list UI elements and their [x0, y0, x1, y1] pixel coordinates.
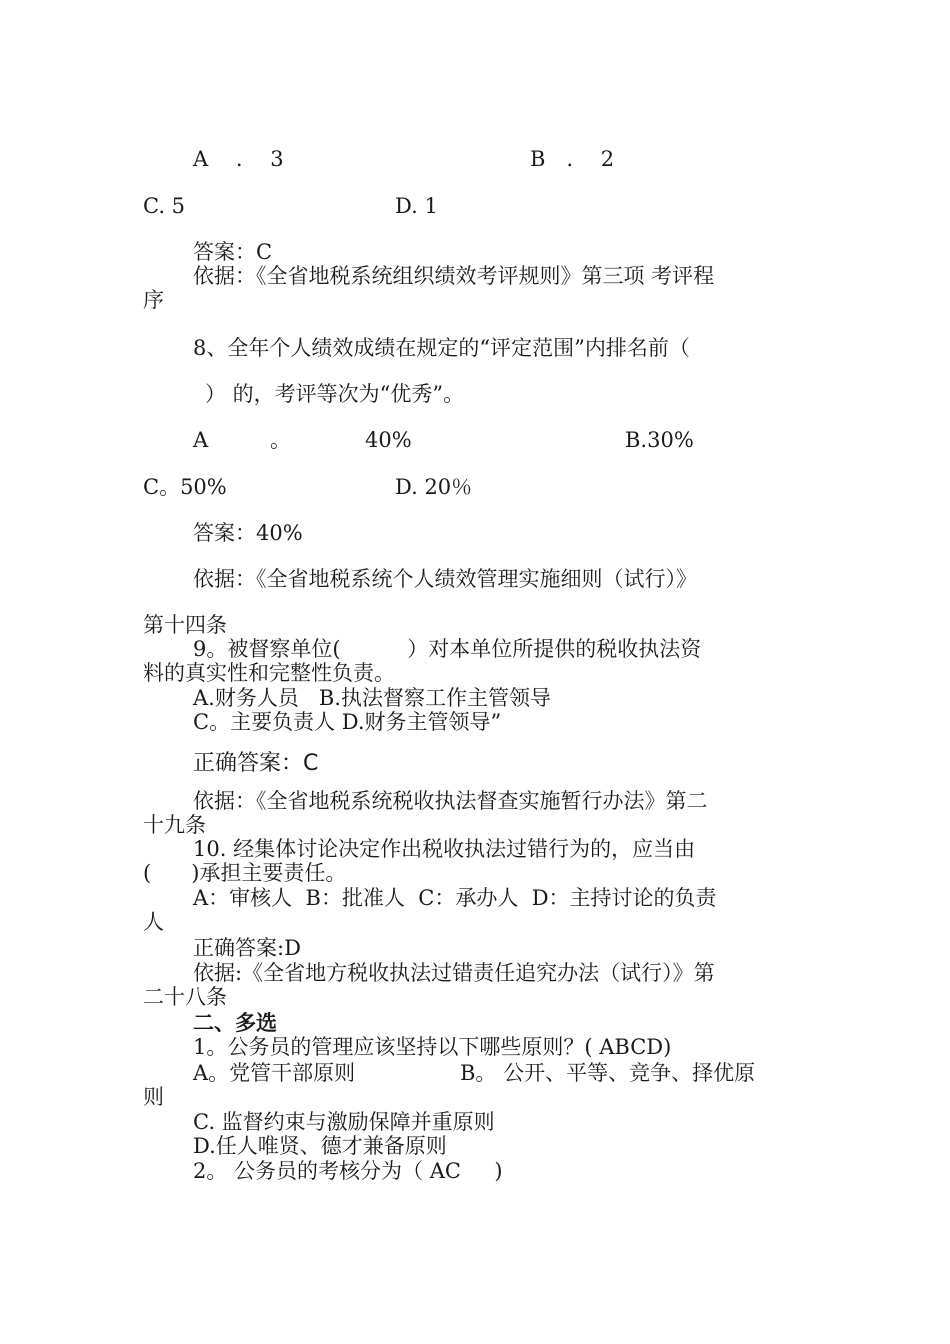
q9-question-cont: 料的真实性和完整性负责。: [143, 661, 395, 685]
q10-question-cont: ( )承担主要责任。: [143, 861, 347, 885]
q7-basis-cont: 序: [143, 288, 164, 312]
q8-option-a-letter: A: [193, 428, 209, 452]
q8-answer: 答案：40%: [193, 521, 303, 545]
q7-basis: 依据：《全省地税系统组织绩效考评规则》第三项 考评程: [193, 264, 715, 288]
q10-basis: 依据:《全省地方税收执法过错责任追究办法（试行）》第: [193, 961, 715, 985]
m1-option-a: A。党管干部原则: [193, 1061, 356, 1085]
q9-options-row2: C。主要负责人 D.财务主管领导”: [193, 710, 502, 734]
m1-option-b: B。 公开、平等、竞争、择优原: [460, 1061, 756, 1085]
m1-option-c: C. 监督约束与激励保障并重原则: [193, 1110, 495, 1134]
q7-option-c: C. 5: [143, 194, 186, 218]
q10-options-cont: 人: [143, 910, 164, 934]
q8-option-b: B.30%: [625, 428, 694, 452]
q8-basis: 依据：《全省地税系统个人绩效管理实施细则（试行）》: [193, 567, 697, 591]
q7-answer: 答案：C: [193, 240, 273, 264]
q9-answer: 正确答案：C: [193, 751, 319, 776]
q9-question: 9。被督察单位( ）对本单位所提供的税收执法资: [193, 637, 702, 661]
m1-option-d: D.任人唯贤、德才兼备原则: [193, 1134, 447, 1158]
q7-option-b: B . 2: [530, 147, 615, 171]
m2-question: 2。 公务员的考核分为（ AC ): [193, 1159, 503, 1183]
q8-option-a-value: 40%: [365, 428, 412, 452]
m1-question: 1。公务员的管理应该坚持以下哪些原则？( ABCD): [193, 1035, 672, 1059]
q8-basis-cont: 第十四条: [143, 613, 227, 637]
multi-choice-heading: 二、多选: [193, 1011, 277, 1035]
q8-option-a-mark: 。: [270, 428, 291, 452]
q9-basis: 依据：《全省地税系统税收执法督查实施暂行办法》第二: [193, 789, 708, 813]
q10-question: 10. 经集体讨论决定作出税收执法过错行为的，应当由: [193, 837, 696, 861]
q8-question: 8、全年个人绩效成绩在规定的“评定范围”内排名前（: [193, 336, 690, 360]
q10-answer: 正确答案:D: [193, 936, 301, 960]
q9-options-row1: A.财务人员 B.执法督察工作主管领导: [193, 686, 551, 710]
q8-option-d: D. 20％: [395, 475, 473, 499]
q8-option-c: C。50%: [143, 475, 227, 499]
m1-option-b-cont: 则: [143, 1085, 164, 1109]
q8-question-cont: ） 的，考评等次为“优秀”。: [205, 382, 465, 406]
q9-basis-cont: 十九条: [143, 813, 206, 837]
q7-option-a: A . 3: [193, 147, 284, 171]
q10-options: A：审核人 B：批准人 C：承办人 D：主持讨论的负责: [193, 886, 717, 910]
q10-basis-cont: 二十八条: [143, 985, 227, 1009]
q7-option-d: D. 1: [395, 194, 438, 218]
